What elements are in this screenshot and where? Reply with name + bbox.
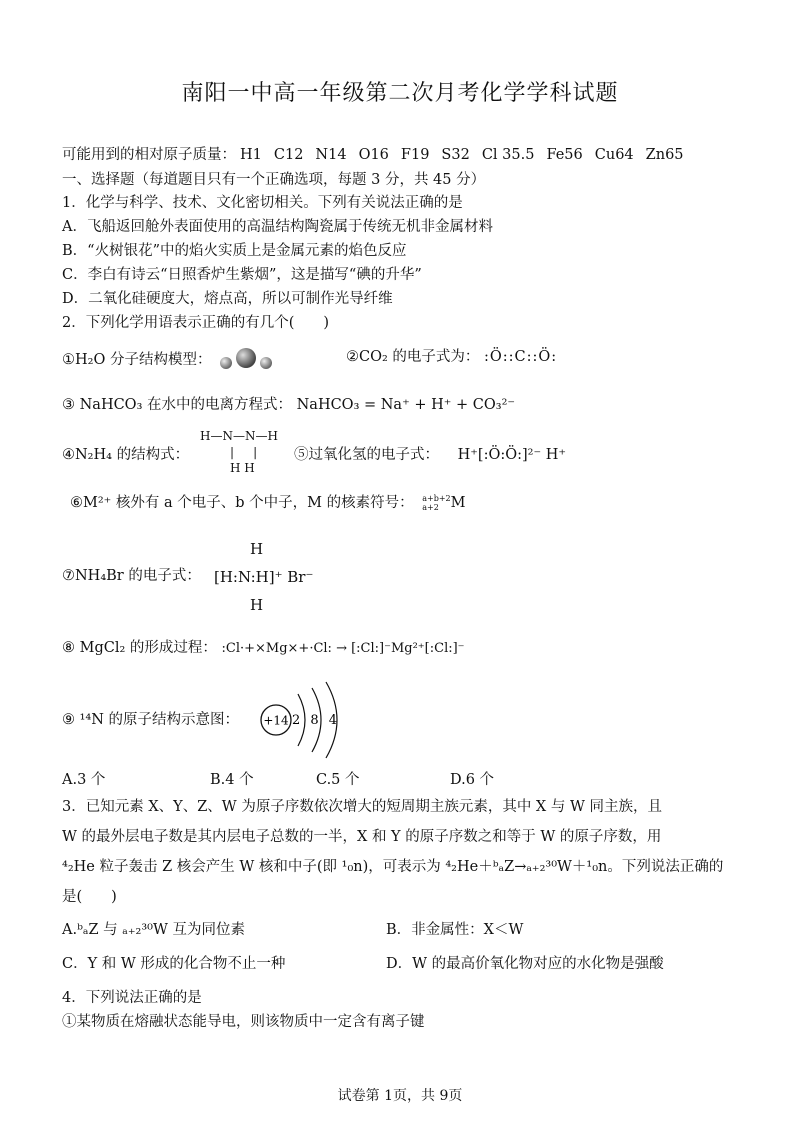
q2-choice-d: D.6 个	[450, 772, 495, 788]
ionization-equation: NaHCO₃ = Na⁺ + H⁺ + CO₃²⁻	[296, 397, 516, 413]
q4-stem: 4．下列说法正确的是	[62, 990, 202, 1006]
mass-item: C12	[273, 147, 304, 163]
exam-title: 南阳一中高一年级第二次月考化学学科试题	[181, 81, 619, 106]
q1-option-d: D．二氧化硅硬度大，熔点高，所以可制作光导纤维	[62, 291, 393, 307]
nuclide-mass-number: a+b+2	[422, 494, 451, 503]
mass-item: H1	[240, 147, 262, 163]
atomic-masses	[62, 145, 696, 165]
q3-line-3: ⁴₂He 粒子轰击 Z 核会产生 W 核和中子(即 ¹₀n)，可表示为 ⁴₂He＋ᵇₐZ→ₐ₊₂³⁰W＋¹₀n。下列说法正确的	[62, 859, 724, 875]
mass-item: N14	[315, 147, 347, 163]
q2-item-2-label: ②CO₂ 的电子式为：	[346, 349, 480, 365]
q2-item-1	[62, 347, 276, 373]
mass-item: Zn65	[645, 147, 684, 163]
section-heading: 一、选择题（每道题目只有一个正确选项，每题 3 分，共 45 分）	[62, 172, 486, 188]
q2-item-3	[62, 395, 515, 415]
nitrogen-atom-structure-diagram	[254, 678, 344, 764]
mgcl2-formation-process: :Cl·+×Mg×+·Cl: → [:Cl:]⁻Mg²⁺[:Cl:]⁻	[221, 641, 465, 656]
q3-line-2: W 的最外层电子数是其内层电子总数的一半，X 和 Y 的原子序数之和等于 W 的原子序数，用	[62, 829, 662, 845]
q2-item-8-label: ⑧ MgCl₂ 的形成过程：	[62, 640, 217, 656]
n2h4-top-row: H—N—N—H	[200, 429, 278, 443]
q3-option-b: B．非金属性：X＜W	[386, 922, 524, 938]
nh4br-bottom-h: H	[250, 596, 264, 614]
q2-item-5	[294, 445, 566, 465]
q2-choice-c: C.5 个	[316, 772, 360, 788]
q2-item-7-label: ⑦NH₄Br 的电子式：	[62, 568, 201, 584]
q2-choice-a: A.3 个	[62, 772, 106, 788]
q2-item-6-text: ⑥M²⁺ 核外有 a 个电子、b 个中子，M 的核素符号：	[70, 495, 414, 511]
q2-stem: 2．下列化学用语表示正确的有几个( )	[62, 315, 330, 331]
q2-item-4-label: ④N₂H₄ 的结构式：	[62, 447, 190, 463]
q2-item-3-label: ③ NaHCO₃ 在水中的电离方程式：	[62, 397, 292, 413]
electron-shell-counts: 2 8 4	[291, 713, 341, 728]
water-molecule-model-icon	[216, 347, 276, 373]
n2h4-bonds: | |	[230, 445, 258, 459]
q3-option-d: D．W 的最高价氧化物对应的水化物是强酸	[386, 956, 664, 972]
page-footer: 试卷第 1页，共 9页	[337, 1088, 463, 1104]
nh4br-top-h: H	[250, 540, 264, 558]
q2-choices	[62, 770, 494, 790]
q2-item-5-label: ⑤过氧化氢的电子式：	[294, 447, 439, 463]
nuclide-notation	[422, 494, 450, 512]
nucleus-charge: +14	[263, 713, 289, 728]
q1-stem: 1．化学与科学、技术、文化密切相关。下列有关说法正确的是	[62, 195, 463, 211]
mass-item: Cl 35.5	[481, 147, 535, 163]
h2o2-electron-formula: H⁺[:Ö:Ö:]²⁻ H⁺	[457, 447, 567, 463]
q1-option-b: B．“火树银花”中的焰火实质上是金属元素的焰色反应	[62, 243, 407, 259]
nuclide-atomic-number: a+2	[422, 503, 439, 512]
mass-item: F19	[400, 147, 430, 163]
q3-option-a: A.ᵇₐZ 与 ₐ₊₂³⁰W 互为同位素	[62, 922, 245, 938]
q1-option-a: A．飞船返回舱外表面使用的高温结构陶瓷属于传统无机非金属材料	[62, 219, 493, 235]
q2-item-6	[70, 493, 466, 513]
mass-item: S32	[441, 147, 470, 163]
n2h4-bottom-row: H H	[230, 461, 255, 475]
q3-line-1: 3．已知元素 X、Y、Z、W 为原子序数依次增大的短周期主族元素，其中 X 与 W 同主族，且	[62, 799, 662, 815]
mass-item: O16	[358, 147, 389, 163]
q2-item-8	[62, 638, 465, 659]
co2-electron-formula: :Ö::C::Ö:	[484, 349, 558, 365]
nh4br-electron-formula	[214, 538, 313, 616]
q4-item-1: ①某物质在熔融状态能导电，则该物质中一定含有离子键	[62, 1014, 425, 1030]
q1-option-c: C．李白有诗云“日照香炉生紫烟”，这是描写“碘的升华”	[62, 267, 422, 283]
q2-item-1-label: ①H₂O 分子结构模型：	[62, 352, 212, 368]
mass-item: Cu64	[594, 147, 634, 163]
q2-choice-b: B.4 个	[210, 772, 254, 788]
masses-prefix: 可能用到的相对原子质量：	[62, 147, 236, 163]
q3-option-c: C．Y 和 W 形成的化合物不止一种	[62, 956, 286, 972]
n2h4-structural-formula	[200, 428, 278, 476]
nh4br-middle: [H:N:H]⁺ Br⁻	[214, 568, 314, 586]
nuclide-symbol: M	[450, 495, 466, 511]
q2-item-9-label: ⑨ ¹⁴N 的原子结构示意图：	[62, 712, 240, 728]
mass-item: Fe56	[546, 147, 583, 163]
q2-item-2	[346, 347, 557, 367]
q3-line-4: 是( )	[62, 889, 117, 905]
